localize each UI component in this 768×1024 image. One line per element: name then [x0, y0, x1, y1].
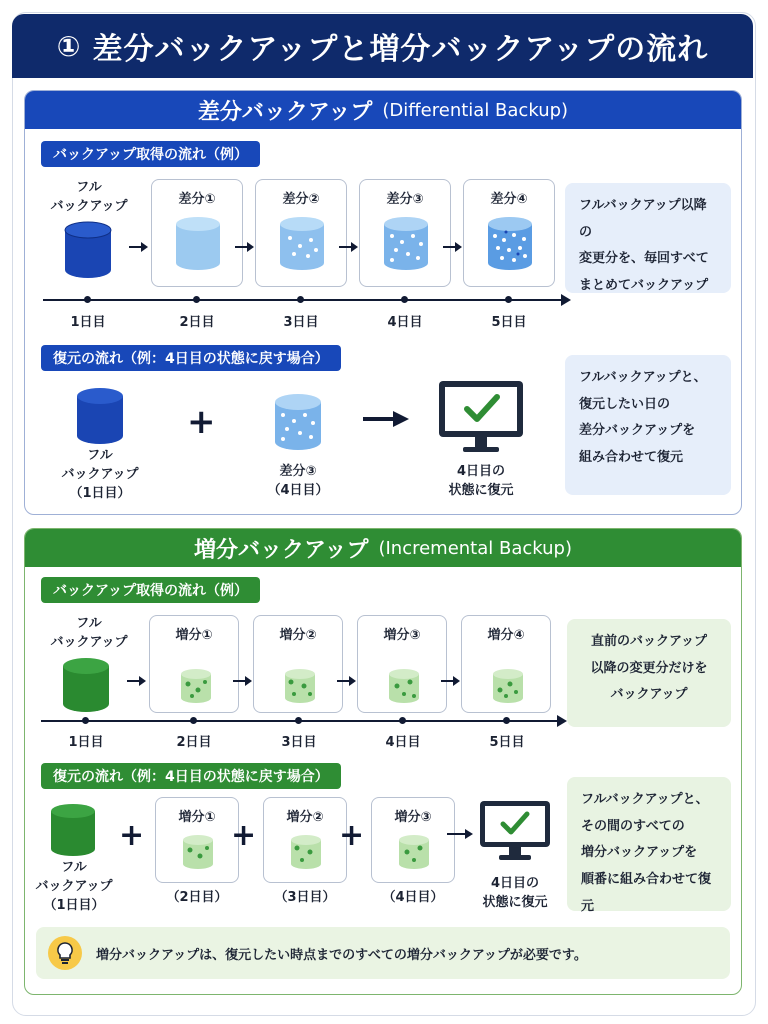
inc-3-database-icon [388, 668, 420, 704]
inc-restore-card-3-title: 増分③ [394, 810, 432, 825]
timeline-tick [297, 296, 304, 303]
tip-text: 増分バックアップは、復元したい時点までのすべての増分バックアップが必要です。 [96, 947, 587, 963]
inc-restore-2-database-icon [290, 834, 322, 870]
inc-day-5: 5日目 [489, 735, 525, 750]
inc-4-database-icon [492, 668, 524, 704]
plus-icon: + [231, 818, 257, 853]
big-arrow-right-icon [363, 409, 411, 429]
plus-icon: + [119, 818, 145, 853]
arrow-right-icon [127, 675, 147, 687]
inc-card-4 [461, 615, 551, 713]
differential-header [25, 91, 741, 129]
restore-full-database-icon [75, 387, 125, 445]
inc-card-2 [253, 615, 343, 713]
timeline-tick [190, 717, 197, 724]
differential-section [24, 90, 742, 515]
incremental-flow-label: バックアップ取得の流れ（例） [41, 577, 260, 603]
inc-day-1: 1日目 [68, 735, 104, 750]
diff-full-label: フル バックアップ [50, 180, 128, 214]
diff-restore-part-label: 差分③ （4日目） [267, 464, 329, 498]
inc-day-2: 2日目 [176, 735, 212, 750]
incremental-title-en: (Incremental Backup) [378, 537, 572, 559]
inc-restore-full-label: フル バックアップ （1日目） [35, 860, 113, 913]
timeline-tick [401, 296, 408, 303]
inc-restore-1-database-icon [182, 834, 214, 870]
inc-2-database-icon [284, 668, 316, 704]
arrow-right-icon [235, 241, 255, 253]
arrow-right-icon [233, 675, 253, 687]
lightbulb-glyph-icon [54, 941, 76, 965]
diff-note: フルバックアップ以降の 変更分を、毎回すべて まとめてバックアップ [565, 183, 731, 293]
diff-restore-label: 復元の流れ（例：4日目の状態に戻す場合） [41, 345, 341, 371]
inc-restore-card-2-day: （3日目） [274, 890, 336, 905]
plus-icon: + [339, 818, 365, 853]
incremental-section [24, 528, 742, 995]
diff-card-2 [255, 179, 347, 287]
inc-restore-card-2 [263, 797, 347, 883]
inc-restore-card-3 [371, 797, 455, 883]
lightbulb-icon [48, 936, 82, 970]
inc-card-3-label: 増分③ [383, 628, 421, 643]
differential-title-en: (Differential Backup) [382, 99, 569, 121]
inc-day-4: 4日目 [385, 735, 421, 750]
timeline-tick [82, 717, 89, 724]
timeline-tick [503, 717, 510, 724]
diff-card-3-label: 差分③ [386, 192, 424, 207]
plus-icon: + [187, 402, 216, 442]
diff-day-5: 5日目 [491, 315, 527, 330]
arrow-right-icon [447, 827, 475, 841]
inc-restore-note: フルバックアップと、 その間のすべての 増分バックアップを 順番に組み合わせて復元 [567, 777, 731, 911]
differential-flow-label: バックアップ取得の流れ（例） [41, 141, 260, 167]
inc-card-1-label: 増分① [175, 628, 213, 643]
inc-restore-card-1-title: 増分① [178, 810, 216, 825]
inc-full-label: フル バックアップ [50, 616, 128, 650]
inc-restore-card-3-day: （4日目） [382, 890, 444, 905]
title-number: ① [56, 29, 81, 63]
inc-restore-3-database-icon [398, 834, 430, 870]
arrow-right-icon [129, 241, 149, 253]
inc-note: 直前のバックアップ 以降の変更分だけを バックアップ [567, 619, 731, 727]
timeline-tick [84, 296, 91, 303]
inc-1-database-icon [180, 668, 212, 704]
diff-restore-result-label: 4日目の 状態に復元 [448, 464, 514, 498]
diff-card-3 [359, 179, 451, 287]
full-backup-database-icon [63, 221, 113, 279]
arrow-right-icon [441, 675, 461, 687]
restore-diff3-database-icon [273, 393, 323, 451]
timeline-tick [505, 296, 512, 303]
diff-3-database-icon [382, 216, 430, 272]
inc-restore-label: 復元の流れ（例：4日目の状態に戻す場合） [41, 763, 341, 789]
diff-card-2-label: 差分② [282, 192, 320, 207]
full-backup-database-icon [61, 657, 111, 713]
monitor-check-icon [435, 379, 527, 459]
diff-restore-note: フルバックアップと、 復元したい日の 差分バックアップを 組み合わせて復元 [565, 355, 731, 495]
inc-day-3: 3日目 [281, 735, 317, 750]
diff-day-4: 4日目 [387, 315, 423, 330]
diff-card-1 [151, 179, 243, 287]
differential-title: 差分バックアップ [197, 99, 373, 125]
arrow-right-icon [443, 241, 463, 253]
inc-restore-result-label: 4日目の 状態に復元 [482, 876, 548, 910]
diff-4-database-icon [486, 216, 534, 272]
tip-box [36, 927, 730, 979]
diff-day-3: 3日目 [283, 315, 319, 330]
arrow-right-icon [339, 241, 359, 253]
timeline-tick [399, 717, 406, 724]
diff-day-2: 2日目 [179, 315, 215, 330]
diff-2-database-icon [278, 216, 326, 272]
inc-card-3 [357, 615, 447, 713]
inc-card-4-label: 増分④ [487, 628, 525, 643]
inc-card-1 [149, 615, 239, 713]
page-title: 差分バックアップと増分バックアップの流れ [92, 32, 709, 67]
inc-restore-card-1 [155, 797, 239, 883]
diff-card-4-label: 差分④ [490, 192, 528, 207]
inc-card-2-label: 増分② [279, 628, 317, 643]
incremental-header [25, 529, 741, 567]
diff-restore-full-label: フル バックアップ （1日目） [61, 448, 139, 501]
incremental-title: 増分バックアップ [193, 537, 369, 563]
monitor-check-icon [477, 799, 553, 865]
diff-card-4 [463, 179, 555, 287]
inc-restore-card-2-title: 増分② [286, 810, 324, 825]
restore-full-database-icon [49, 803, 97, 857]
timeline-tick [295, 717, 302, 724]
inc-restore-card-1-day: （2日目） [166, 890, 228, 905]
timeline-tick [193, 296, 200, 303]
main-title-bar [12, 14, 753, 78]
diff-day-1: 1日目 [70, 315, 106, 330]
arrow-right-icon [337, 675, 357, 687]
diff-1-database-icon [174, 216, 222, 272]
diff-card-1-label: 差分① [178, 192, 216, 207]
